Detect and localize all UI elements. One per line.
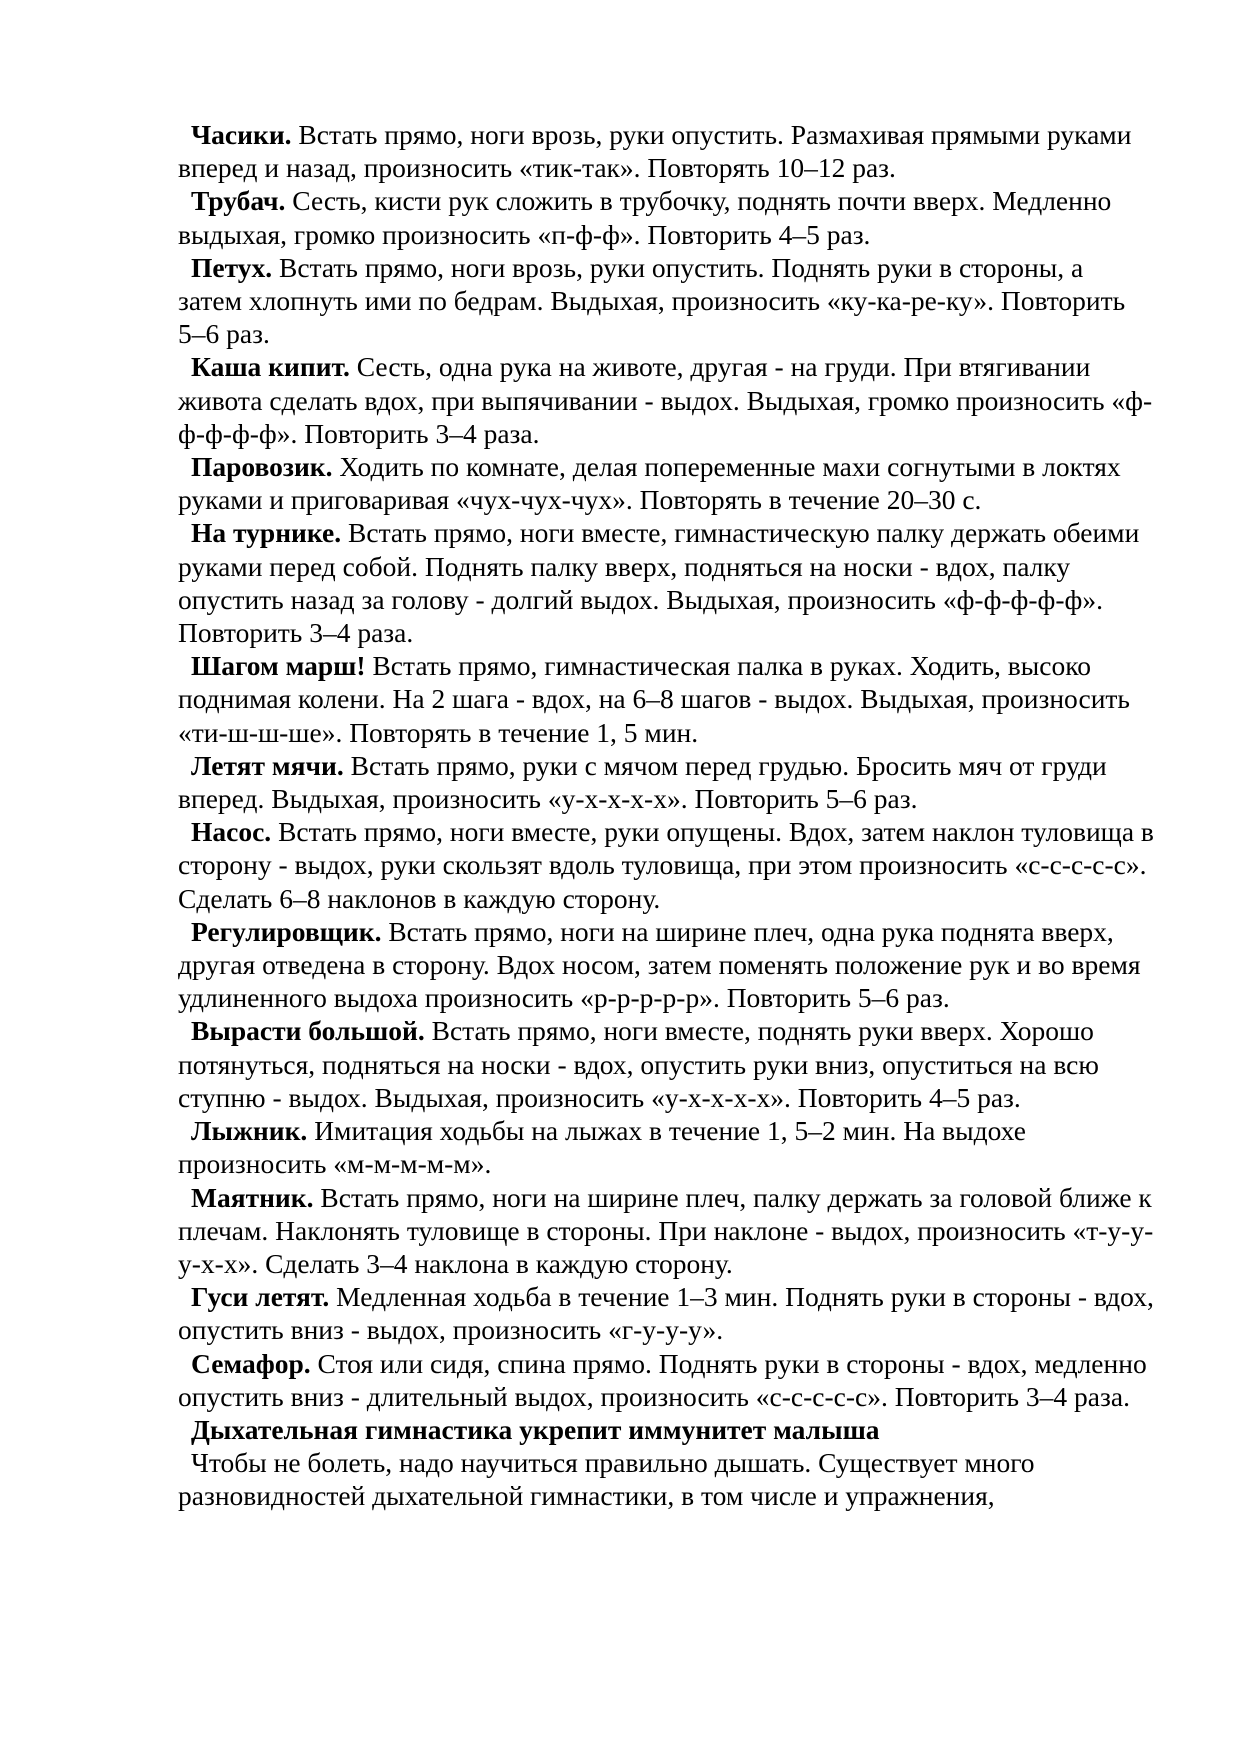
exercise-term: Петух. bbox=[191, 251, 273, 283]
exercise-paragraph bbox=[178, 350, 1154, 450]
exercise-description: Встать прямо, ноги на ширине плеч, одна рука поднята вверх, другая отведена в сторону. Вдох носом, затем поменять положение рук и во время удлиненного выдоха произносить «р-р-р-р-р». Повторить 5–6 раз. bbox=[178, 915, 1141, 1014]
exercise-paragraph bbox=[178, 1280, 1154, 1346]
exercise-description: Встать прямо, ноги врозь, руки опустить. Поднять руки в стороны, а затем хлопнуть ими по бедрам. Выдыхая, произносить «ку-ка-ре-ку». Повторить 5–6 раз. bbox=[178, 251, 1126, 350]
exercise-description: Сесть, кисти рук сложить в трубочку, поднять почти вверх. Медленно выдыхая, громко произносить «п-ф-ф». Повторить 4–5 раз. bbox=[178, 185, 1112, 250]
exercise-term: Маятник. bbox=[191, 1181, 314, 1213]
exercise-paragraph bbox=[178, 1114, 1154, 1180]
exercise-term: Паровозик. bbox=[191, 451, 333, 483]
exercise-paragraph bbox=[178, 1347, 1154, 1413]
exercise-description: Ходить по комнате, делая попеременные махи согнутыми в локтях руками и приговаривая «чух-чух-чух». Повторять в течение 20–30 с. bbox=[178, 451, 1121, 516]
exercise-description: Встать прямо, ноги врозь, руки опустить. Размахивая прямыми руками вперед и назад, произносить «тик-так». Повторять 10–12 раз. bbox=[178, 119, 1132, 184]
exercise-description: Медленная ходьба в течение 1–3 мин. Поднять руки в стороны - вдох, опустить вниз - выдох, произносить «г-у-у-у». bbox=[178, 1281, 1154, 1346]
exercise-description: Встать прямо, ноги вместе, гимнастическую палку держать обеими руками перед собой. Поднять палку вверх, подняться на носки - вдох, палку опустить назад за голову - долгий выдох. Выдыхая, произносить «ф-ф-ф-ф-ф». Повторить 3–4 раза. bbox=[178, 517, 1140, 649]
exercise-term: Летят мячи. bbox=[191, 749, 344, 781]
exercise-description: Встать прямо, ноги вместе, поднять руки вверх. Хорошо потянуться, подняться на носки - вдох, опустить руки вниз, опуститься на всю ступню - выдох. Выдыхая, произносить «у-х-х-х-х». Повторить 4–5 раз. bbox=[178, 1015, 1099, 1113]
exercise-paragraph bbox=[178, 815, 1154, 915]
exercise-description: Имитация ходьбы на лыжах в течение 1, 5–2 мин. На выдохе произносить «м-м-м-м-м». bbox=[178, 1115, 1026, 1180]
exercise-term: Насос. bbox=[191, 816, 272, 848]
exercise-paragraph bbox=[178, 118, 1154, 184]
exercise-description: Встать прямо, ноги на ширине плеч, палку держать за головой ближе к плечам. Наклонять туловище в стороны. При наклоне - выдох, произносить «т-у-у-у-х-х». Сделать 3–4 наклона в каждую сторону. bbox=[178, 1181, 1154, 1279]
exercise-description: Встать прямо, ноги вместе, руки опущены. Вдох, затем наклон туловища в сторону - выдох, руки скользят вдоль туловища, при этом произносить «с-с-с-с-с». Сделать 6–8 наклонов в каждую сторону. bbox=[178, 816, 1154, 914]
exercise-paragraph bbox=[178, 516, 1154, 649]
exercise-description: Сесть, одна рука на животе, другая - на груди. При втягивании живота сделать вдох, при выпячивании - выдох. Выдыхая, громко произносить «ф-ф-ф-ф-ф». Повторить 3–4 раза. bbox=[178, 351, 1153, 449]
intro-paragraph: Чтобы не болеть, надо научиться правильно дышать. Существует много разновидностей дыхательной гимнастики, в том числе и упражнения, bbox=[178, 1447, 1035, 1512]
exercise-paragraph bbox=[178, 251, 1154, 351]
exercise-description: Встать прямо, руки с мячом перед грудью. Бросить мяч от груди вперед. Выдыхая, произносить «у-х-х-х-х». Повторить 5–6 раз. bbox=[178, 749, 1107, 815]
exercise-paragraph bbox=[178, 649, 1154, 749]
exercise-term: Трубач. bbox=[191, 185, 286, 217]
document-body bbox=[178, 118, 1154, 1513]
exercise-term: На турнике. bbox=[191, 517, 342, 549]
exercise-paragraph bbox=[178, 184, 1154, 250]
exercise-paragraph bbox=[178, 1014, 1154, 1114]
exercise-description: Встать прямо, гимнастическая палка в руках. Ходить, высоко поднимая колени. На 2 шага - вдох, на 6–8 шагов - выдох. Выдыхая, произносить «ти-ш-ш-ше». Повторять в течение 1, 5 мин. bbox=[178, 650, 1130, 748]
exercise-paragraph bbox=[178, 1181, 1154, 1281]
exercise-paragraph bbox=[178, 450, 1154, 516]
exercise-term: Часики. bbox=[191, 119, 292, 150]
exercise-term: Гуси летят. bbox=[191, 1281, 330, 1313]
exercise-description: Стоя или сидя, спина прямо. Поднять руки в стороны - вдох, медленно опустить вниз - длительный выдох, произносить «с-с-с-с-с». Повторить 3–4 раза. bbox=[178, 1347, 1147, 1412]
exercise-term: Регулировщик. bbox=[191, 915, 382, 947]
exercise-term: Вырасти большой. bbox=[191, 1015, 425, 1047]
section-heading: Дыхательная гимнастика укрепит иммунитет малыша bbox=[191, 1413, 880, 1445]
exercise-term: Семафор. bbox=[191, 1347, 311, 1379]
exercise-term: Каша кипит. bbox=[191, 351, 350, 383]
exercise-paragraph bbox=[178, 749, 1154, 815]
exercise-term: Лыжник. bbox=[191, 1115, 308, 1147]
exercise-paragraph bbox=[178, 915, 1154, 1015]
exercise-term: Шагом марш! bbox=[191, 650, 366, 682]
